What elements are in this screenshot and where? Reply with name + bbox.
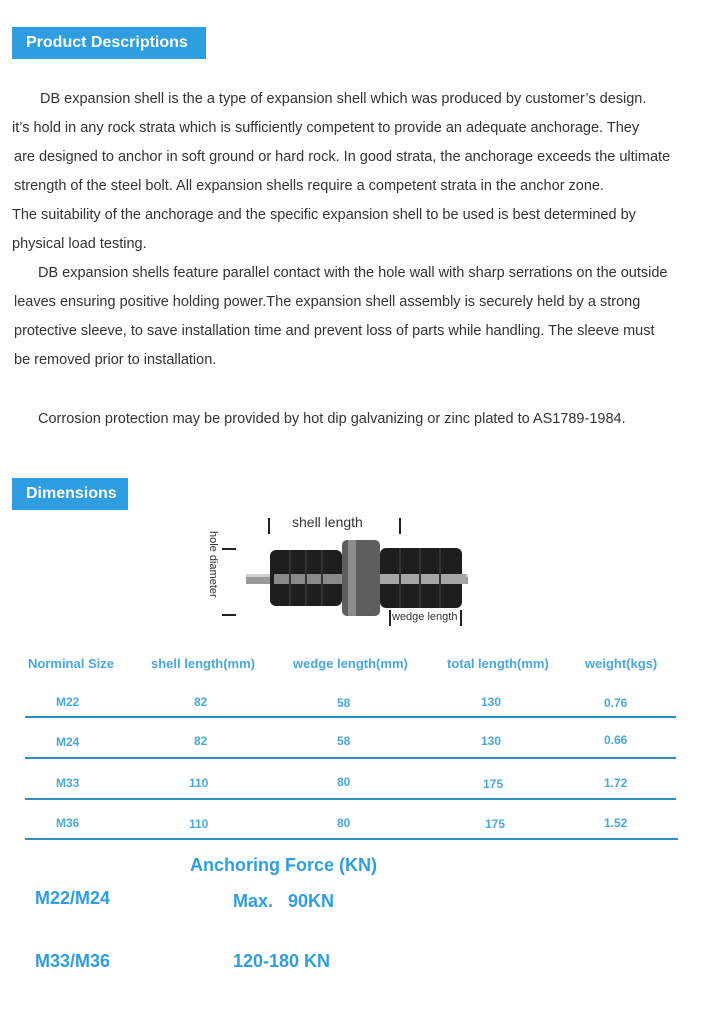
description-line: The suitability of the anchorage and the specific expansion shell to be used is best determined by	[12, 207, 636, 223]
description-line: are designed to anchor in soft ground or hard rock. In good strata, the anchorage exceeds the ultimate	[14, 149, 671, 165]
table-header-total-length: total length(mm)	[447, 656, 549, 671]
description-line: be removed prior to installation.	[14, 352, 217, 368]
table-cell-total-length: 130	[481, 734, 502, 748]
description-line: DB expansion shells feature parallel contact with the hole wall with sharp serrations on the outside	[38, 265, 668, 281]
description-line: it’s hold in any rock strata which is sufficiently competent to provide an adequate anchorage. They	[12, 120, 640, 136]
shell-length-right-tick	[399, 518, 401, 534]
shell-length-left-tick	[268, 518, 270, 534]
wedge-length-left-tick	[389, 610, 391, 626]
anchoring-size-label: M22/M24	[35, 888, 111, 908]
anchoring-force-title: Anchoring Force (KN)	[190, 855, 377, 875]
table-divider	[25, 716, 676, 718]
expansion-shell-diagram	[200, 512, 480, 630]
table-divider	[25, 798, 676, 800]
table-cell-wedge-length: 80	[337, 775, 351, 789]
table-cell-weight: 1.52	[604, 816, 628, 830]
table-cell-size: M33	[56, 776, 80, 790]
anchoring-force-value: Max. 90KN	[233, 891, 335, 911]
description-line: leaves ensuring positive holding power.The expansion shell assembly is securely held by a strong	[14, 294, 641, 310]
table-cell-shell-length: 110	[189, 776, 209, 790]
description-line: protective sleeve, to save installation time and prevent loss of parts while handling. The sleeve must	[14, 323, 655, 339]
table-cell-total-length: 130	[481, 695, 502, 709]
section-heading-product-descriptions: Product Descriptions	[12, 27, 206, 59]
table-cell-shell-length: 82	[194, 734, 208, 748]
table-header-weight: weight(kgs)	[585, 656, 658, 671]
wedge-length-label: wedge length	[392, 611, 458, 623]
table-divider	[25, 757, 676, 759]
anchoring-size-label: M33/M36	[35, 951, 111, 971]
shell-length-label: shell length	[292, 514, 363, 530]
hole-diameter-bottom-tick	[222, 614, 236, 616]
table-header-wedge-length: wedge length(mm)	[293, 656, 408, 671]
table-cell-weight: 1.72	[604, 776, 628, 790]
table-cell-shell-length: 82	[194, 695, 208, 709]
table-header-shell-length: shell length(mm)	[151, 656, 256, 671]
description-line: strength of the steel bolt. All expansion shells require a competent strata in the anchor zone.	[14, 178, 605, 194]
hole-diameter-label: hole diameter	[207, 531, 219, 598]
anchoring-force-value: 120-180 KN	[233, 951, 331, 971]
table-cell-wedge-length: 58	[337, 696, 351, 710]
table-cell-wedge-length: 58	[337, 734, 351, 748]
table-cell-total-length: 175	[485, 817, 506, 831]
table-cell-size: M22	[56, 695, 80, 709]
description-line: Corrosion protection may be provided by hot dip galvanizing or zinc plated to AS1789-1984.	[38, 411, 626, 427]
table-cell-wedge-length: 80	[337, 816, 351, 830]
table-cell-size: M36	[56, 816, 80, 830]
section-heading-dimensions: Dimensions	[12, 478, 128, 510]
table-header-nominal-size: Norminal Size	[28, 656, 114, 671]
table-cell-size: M24	[56, 735, 80, 749]
wedge-length-right-tick	[460, 610, 462, 626]
expansion-shell-image	[244, 536, 474, 620]
table-cell-weight: 0.66	[604, 733, 628, 747]
table-divider	[25, 838, 678, 840]
description-line: physical load testing.	[12, 236, 147, 252]
hole-diameter-top-tick	[222, 548, 236, 550]
table-cell-weight: 0.76	[604, 696, 628, 710]
table-cell-total-length: 175	[483, 777, 504, 791]
description-line: DB expansion shell is the a type of expansion shell which was produced by customer’s design.	[40, 91, 647, 107]
table-cell-shell-length: 110	[189, 817, 209, 831]
